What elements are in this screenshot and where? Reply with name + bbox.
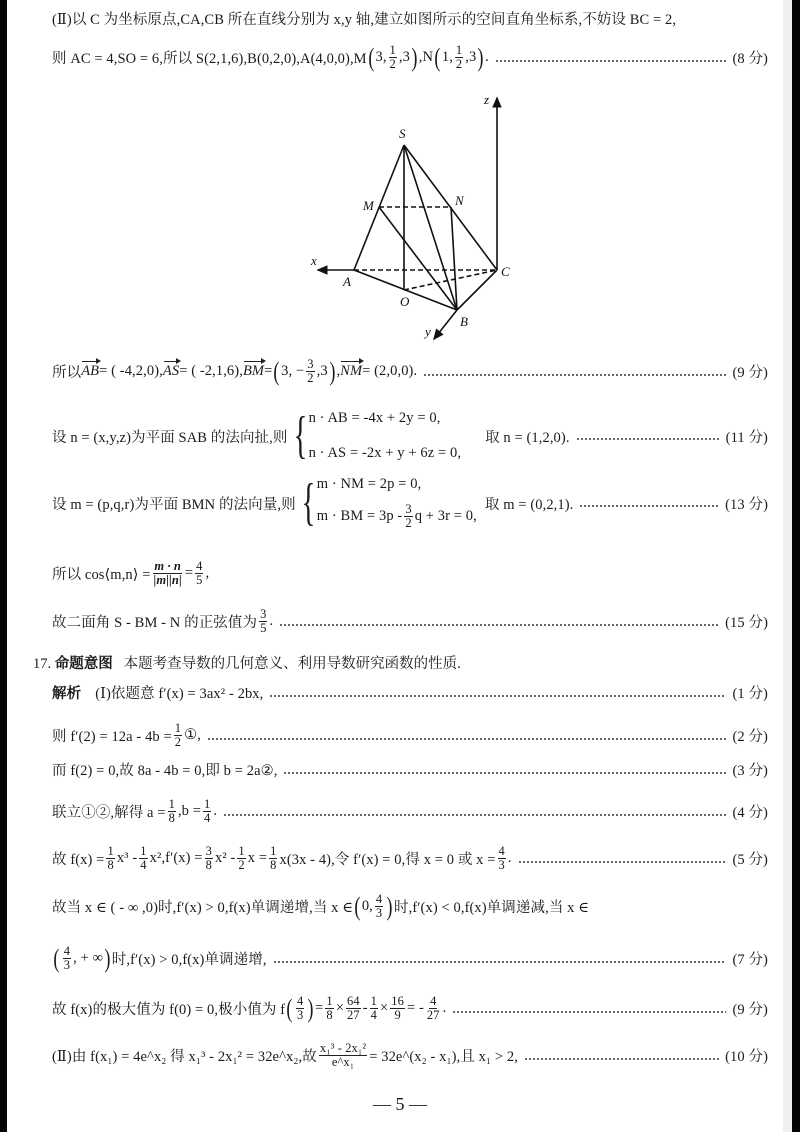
- equation-system: { n · AB = -4x + 2y = 0, n · AS = -2x + y + 6z = 0,: [293, 407, 462, 464]
- leader-dots: [279, 624, 719, 626]
- step-line: 故 f(x)的极大值为 f(0) = 0,极小值为 f ( $\frac{4}{3}$ ) = $\frac{1}{8}$ × $\frac{64}{27}$ - $\frac{1}{4}$ × $\frac{16}{9}$ = - $\frac{4}{27}$ . (9 分): [52, 993, 768, 1023]
- svg-text:O: O: [400, 294, 410, 309]
- step-line: 故 f(x) = $\frac{1}{8}$ x³ - $\frac{1}{4}$ x²,f′(x) = $\frac{3}{8}$ x² - $\frac{1}{2}$ x = $\frac{1}{8}$ x(3x - 4),令 f′(x) = 0,得 x = 0 或 x = $\frac{4}{3}$ . (5 分): [52, 844, 768, 873]
- svg-text:C: C: [501, 264, 510, 279]
- score-label: (15 分): [725, 615, 768, 632]
- score-label: (7 分): [732, 952, 768, 969]
- step-line: 则 f′(2) = 12a - 4b = $\frac{1}{2}$ ①, (2 分): [52, 721, 768, 750]
- setup-line: (Ⅱ)以 C 为坐标原点,CA,CB 所在直线分别为 x,y 轴,建立如图所示的空间直角坐标系,不妨设 BC = 2,: [52, 12, 677, 28]
- score-label: (5 分): [732, 852, 768, 869]
- fraction: $\frac{1}{2}$: [455, 43, 463, 72]
- leader-dots: [576, 438, 720, 440]
- score-label: (8 分): [732, 51, 768, 68]
- score-label: (9 分): [732, 1002, 768, 1019]
- coordinates-line: 则 AC = 4,SO = 6,所以 S(2,1,6),B(0,2,0),A(4,0,0),M ( 3 , $\frac{1}{2}$ , 3 ) ,N ( 1 , $\frac{1}{2}$ , 3 ) . (8 分): [52, 42, 768, 72]
- scan-border-left: [0, 0, 7, 1132]
- svg-text:N: N: [455, 193, 464, 208]
- leader-dots: [269, 695, 726, 697]
- step-line: 故当 x ∈ ( - ∞ ,0)时,f′(x) > 0,f(x)单调递增,当 x ∈ ( 0, $\frac{4}{3}$ ) 时,f′(x) < 0,f(x)单调递减,当 x ∈: [52, 891, 590, 921]
- step-line: 而 f(2) = 0,故 8a - 4b = 0,即 b = 2a②, (3 分): [52, 759, 768, 780]
- leader-dots: [524, 1058, 719, 1060]
- svg-text:B: B: [460, 314, 468, 329]
- leader-dots: [283, 772, 726, 774]
- svg-text:x: x: [311, 253, 317, 268]
- leader-dots: [452, 1011, 726, 1013]
- leader-dots: [579, 505, 719, 507]
- score-label: (9 分): [732, 365, 768, 382]
- svg-text:y: y: [425, 324, 431, 339]
- equation-system: { m · NM = 2p = 0, m · BM = 3p - $\frac{3}{2}$ q + 3r = 0,: [301, 474, 477, 532]
- step-line: 联立①②,解得 a = $\frac{1}{8}$ ,b = $\frac{1}{4}$ . (4 分): [52, 797, 768, 826]
- svg-text:M: M: [363, 198, 374, 213]
- step-line: ( $\frac{4}{3}$ , + ∞ ) 时,f′(x) > 0,f(x)单调递增, (7 分): [53, 943, 768, 973]
- leader-dots: [207, 738, 726, 740]
- vectors-line: 所以 AB = ( -4,2,0) , AS = ( -2,1,6) , BM = ( 3 , − $\frac{3}{2}$ , 3 ) , NM = (2,0,0). (9 分): [52, 356, 768, 386]
- leader-dots: [423, 374, 726, 376]
- score-label: (13 分): [725, 496, 768, 513]
- svg-text:S: S: [399, 126, 406, 141]
- conclusion-line: 故二面角 S - BM - N 的正弦值为 $\frac{3}{5}$ . (15 分): [52, 607, 768, 636]
- normal-n-line: 设 n = (x,y,z)为平面 SAB 的法向扯,则 { n · AB = -4x + 2y = 0, n · AS = -2x + y + 6z = 0, 取 n = (1,2,0). (11 分): [52, 407, 768, 464]
- scan-border-right: [792, 0, 800, 1132]
- score-label: (4 分): [732, 805, 768, 822]
- score-label: (1 分): [732, 686, 768, 702]
- leader-dots: [273, 961, 727, 963]
- fraction: $\frac{1}{2}$: [389, 43, 396, 72]
- normal-m-line: 设 m = (p,q,r)为平面 BMN 的法向量,则 { m · NM = 2p = 0, m · BM = 3p - $\frac{3}{2}$ q + 3r = 0, 取 m = (0,2,1). (13 分): [52, 474, 768, 532]
- leader-dots: [518, 861, 727, 863]
- svg-text:z: z: [484, 92, 490, 107]
- score-label: (3 分): [732, 763, 768, 779]
- score-label: (10 分): [725, 1049, 768, 1066]
- page-number: — 5 —: [373, 1094, 427, 1114]
- cosine-line: 所以 cos⟨m,n⟩ = $\frac{m \cdot n}{|m||n|}$ = $\frac{4}{5}$ ,: [52, 559, 210, 588]
- score-label: (11 分): [725, 429, 768, 446]
- score-label: (2 分): [732, 729, 768, 746]
- leader-dots: [223, 814, 726, 816]
- svg-text:A: A: [343, 274, 351, 289]
- problem-17-heading: 17. 命题意图 本题考查导数的几何意义、利用导数研究函数的性质.: [33, 656, 461, 672]
- step-line: 解析 (Ⅰ)依题意 f′(x) = 3ax² - 2bx, (1 分): [52, 682, 768, 703]
- leader-dots: [495, 60, 727, 62]
- scan-border-right-gray: [783, 0, 792, 1132]
- step-line: (Ⅱ)由 f(x₁) = 4e^x₂ 得 x₁³ - 2x₁² = 32e^x₂,故 $\frac{\text{x₁³ - 2x₁²}}{\text{e\textasciicircum{}x₁}}$ = 32e^(x₂ - x₁),且 x₁ > 2, (10 分): [52, 1041, 768, 1070]
- pyramid-coordinate-figure: [300, 88, 530, 348]
